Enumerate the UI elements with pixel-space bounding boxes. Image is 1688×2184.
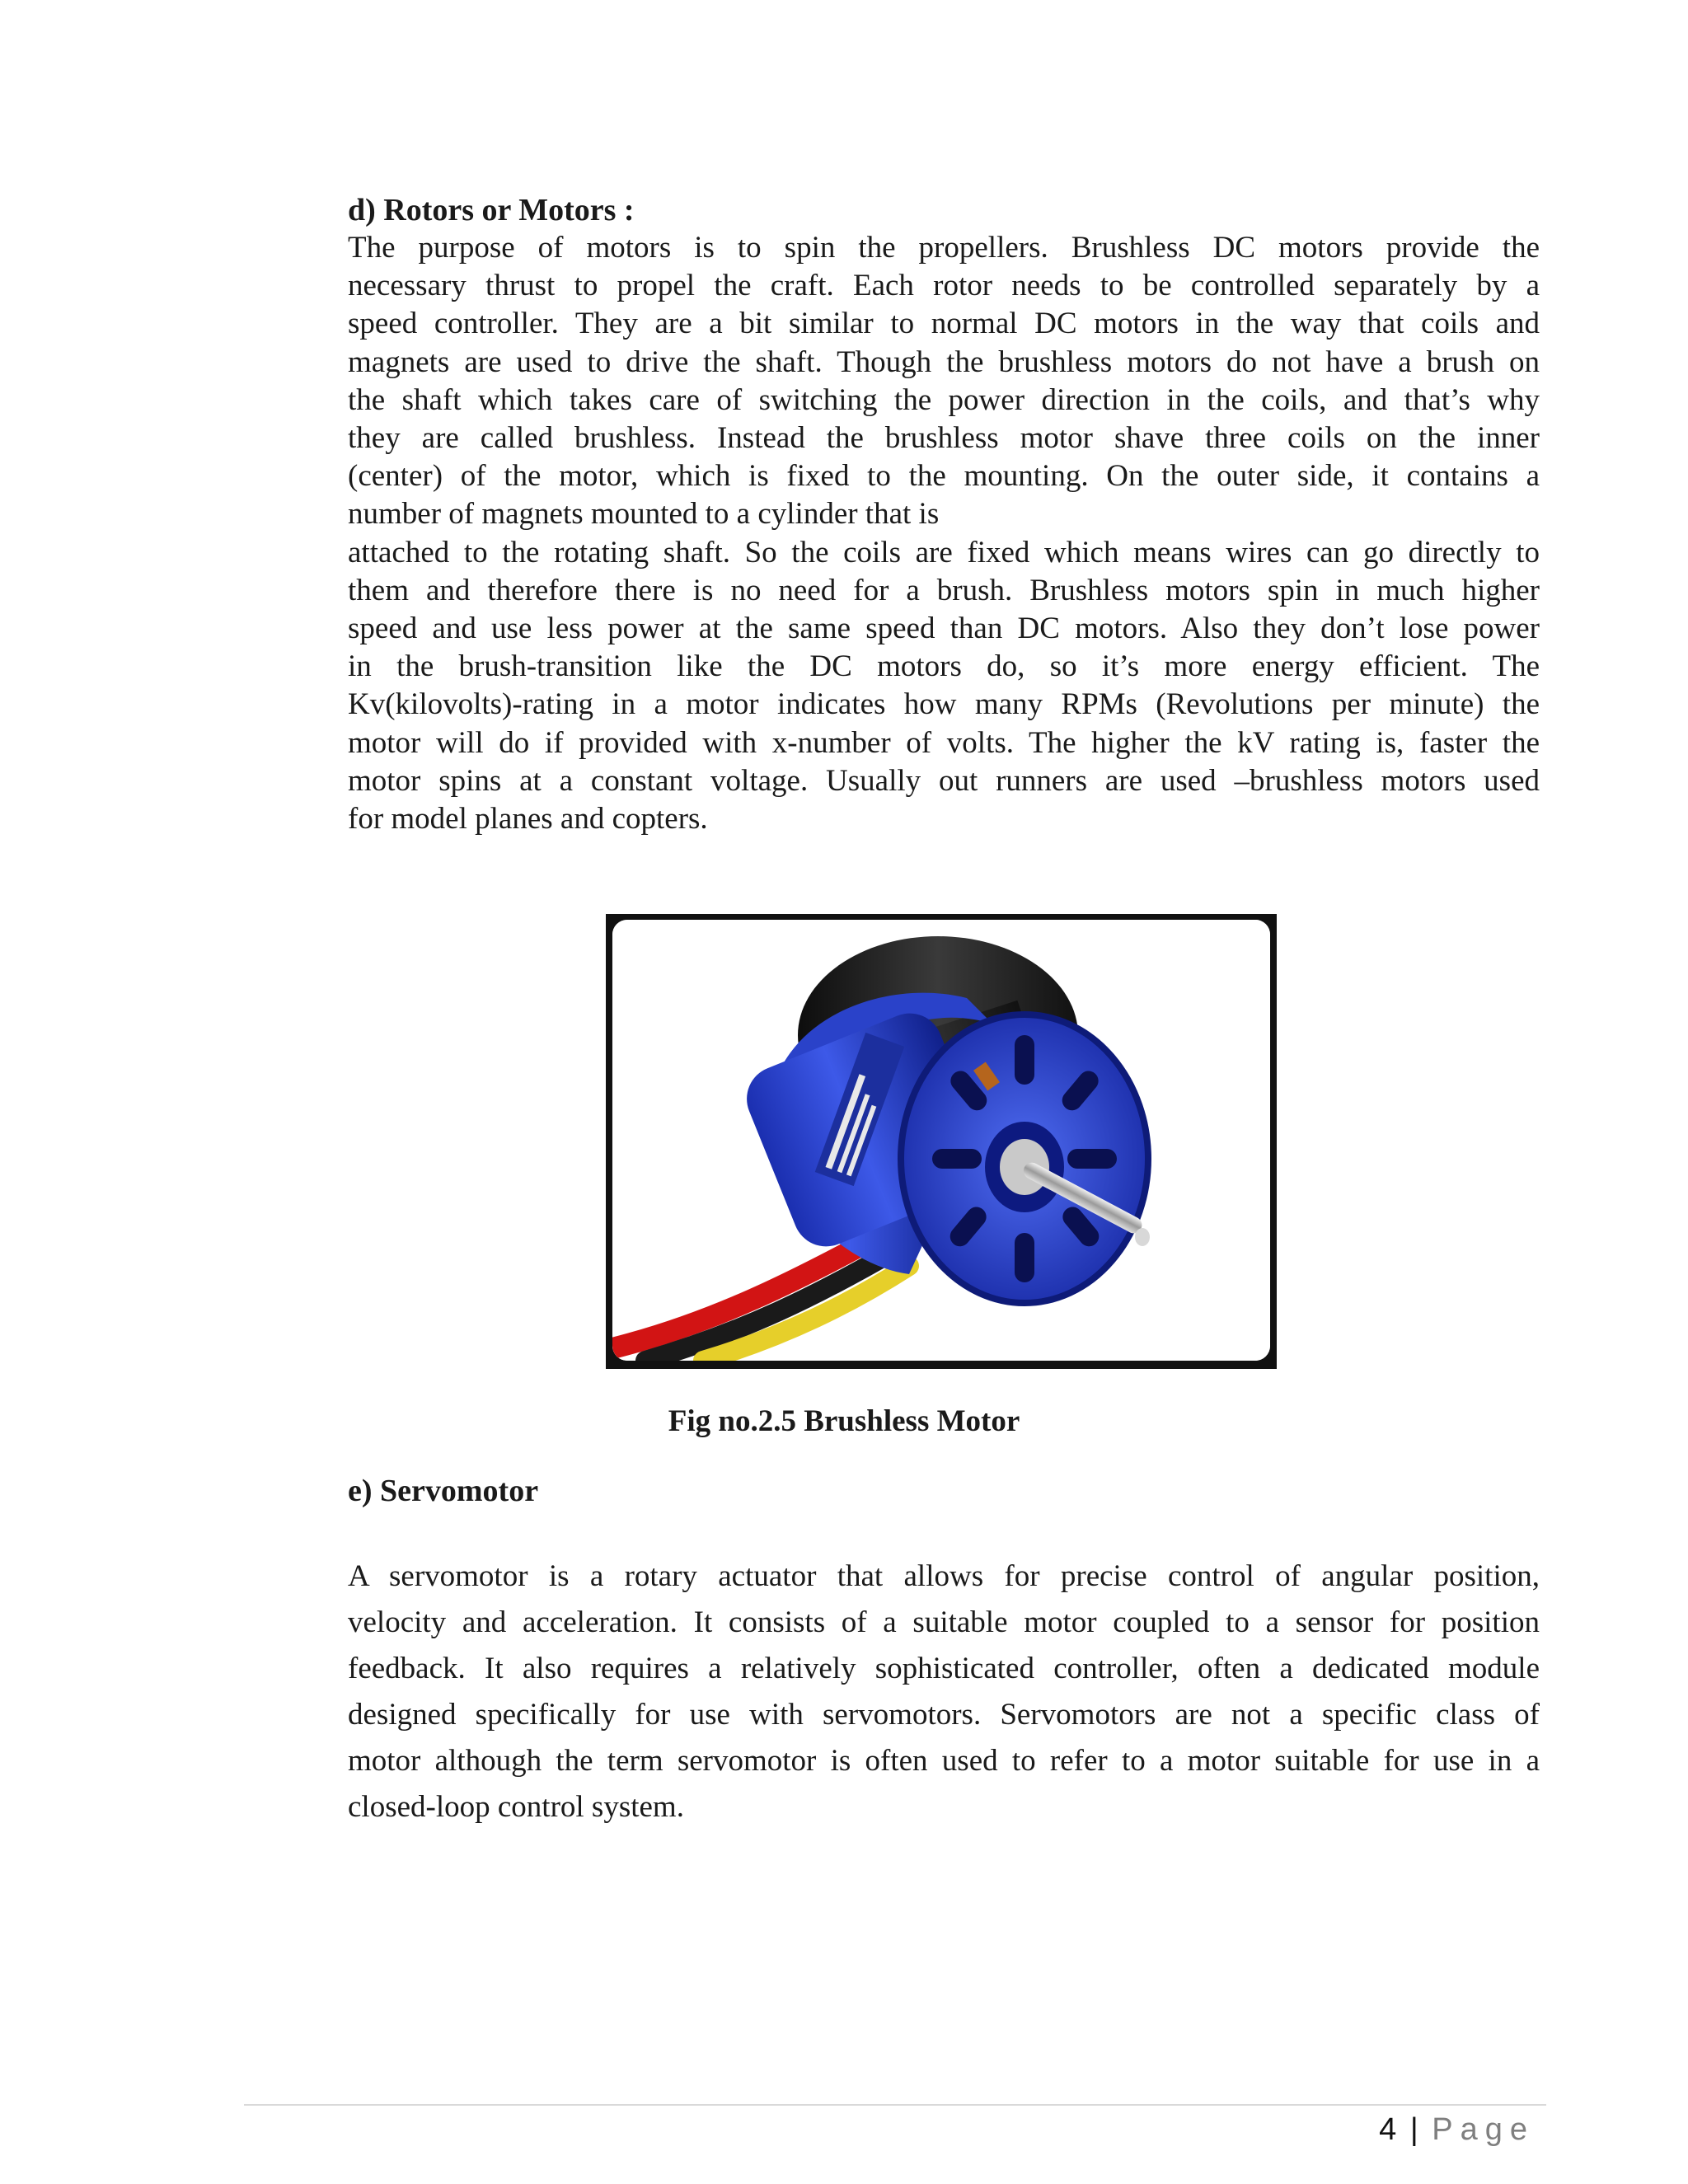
footer-divider xyxy=(244,2104,1546,2106)
paragraph-line: motor will do if provided with x-number of volts. The higher the kV rating is, faster the xyxy=(348,725,1540,760)
paragraph-line: A servomotor is a rotary actuator that allows for precise control of angular position, xyxy=(348,1559,1540,1593)
paragraph-line: necessary thrust to propel the craft. Each rotor needs to be controlled separately by a xyxy=(348,269,1540,303)
paragraph-line: magnets are used to drive the shaft. Though the brushless motors do not have a brush on xyxy=(348,344,1540,379)
paragraph-line: attached to the rotating shaft. So the coils are fixed which means wires can go directly to xyxy=(348,535,1540,569)
page-number: 4 xyxy=(1379,2112,1397,2147)
paragraph-line: motor spins at a constant voltage. Usually out runners are used –brushless motors used xyxy=(348,763,1540,798)
section-d-paragraph xyxy=(348,229,1540,838)
section-d xyxy=(348,191,1540,838)
paragraph-line: motor although the term servomotor is often used to refer to a motor suitable for use in a xyxy=(348,1744,1540,1778)
paragraph-line: The purpose of motors is to spin the propellers. Brushless DC motors provide the xyxy=(348,231,1540,265)
paragraph-line: feedback. It also requires a relatively sophisticated controller, often a dedicated module xyxy=(348,1652,1540,1685)
section-e-paragraph xyxy=(348,1554,1540,1830)
section-d-heading: d) Rotors or Motors : xyxy=(348,193,635,227)
figure-caption: Fig no.2.5 Brushless Motor xyxy=(668,1404,1020,1438)
brushless-motor-image xyxy=(612,920,1270,1361)
page-label: Page xyxy=(1432,2112,1535,2147)
brushless-motor-figure xyxy=(606,914,1277,1369)
paragraph-line: speed and use less power at the same speed than DC motors. Also they don’t lose power xyxy=(348,612,1540,646)
paragraph-line: (center) of the motor, which is fixed to the mounting. On the outer side, it contains a xyxy=(348,459,1540,494)
paragraph-line: the shaft which takes care of switching the power direction in the coils, and that’s why xyxy=(348,382,1540,417)
footer-separator: | xyxy=(1409,2112,1418,2147)
motor-illustration xyxy=(612,920,1270,1361)
paragraph-line: velocity and acceleration. It consists of a suitable motor coupled to a sensor for position xyxy=(348,1605,1540,1639)
paragraph-line: speed controller. They are a bit similar to normal DC motors in the way that coils and xyxy=(348,307,1540,341)
paragraph-line: number of magnets mounted to a cylinder that is xyxy=(348,497,940,532)
paragraph-line: them and therefore there is no need for a brush. Brushless motors spin in much higher xyxy=(348,573,1540,607)
paragraph-line: they are called brushless. Instead the brushless motor shave three coils on the inner xyxy=(348,421,1540,456)
paragraph-line: for model planes and copters. xyxy=(348,802,708,837)
paragraph-line: Kv(kilovolts)-rating in a motor indicates how many RPMs (Revolutions per minute) the xyxy=(348,687,1540,722)
page-footer xyxy=(1379,2108,1535,2151)
paragraph-line: designed specifically for use with servomotors. Servomotors are not a specific class of xyxy=(348,1698,1540,1732)
section-e-heading: e) Servomotor xyxy=(348,1474,539,1508)
paragraph-line: in the brush-transition like the DC motors do, so it’s more energy efficient. The xyxy=(348,649,1540,684)
paragraph-line: closed-loop control system. xyxy=(348,1790,684,1824)
